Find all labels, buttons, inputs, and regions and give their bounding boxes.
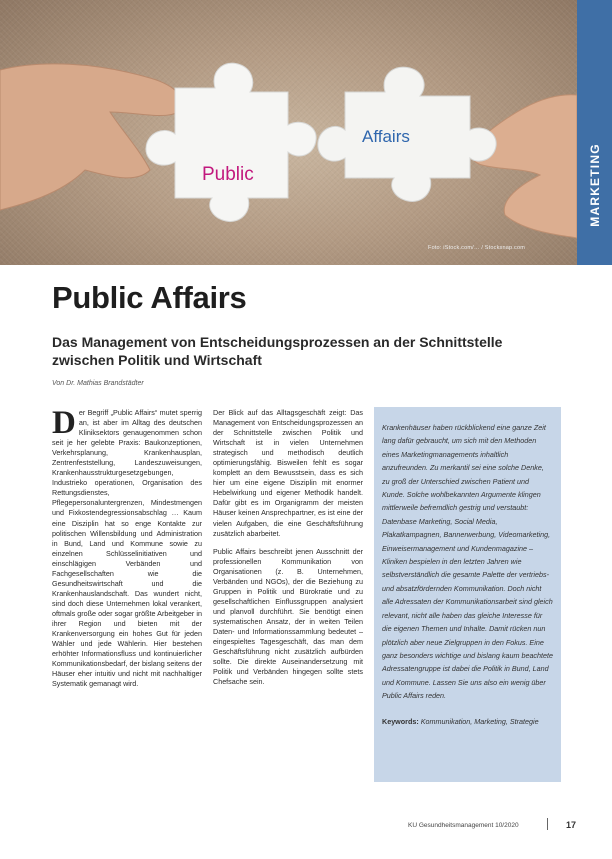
abstract-box xyxy=(374,407,561,782)
body-paragraph: Public Affairs beschreibt jenen Ausschnitt der professionellen Kommunikation von Organisationen (z. B. Unternehmen, Verbänden und NGOs), der die Beziehung zu Gruppen in Politik und Bürokratie und zu gesellschaftlichen Einflussgruppen analysiert und planvoll durchführt. Sie benötigt einen systematischen Ansatz, der in weiten Teilen Daten- und Informationssammlung bedeutet – eingespieltes Tagesgeschäft, das man dem Geschäftsführung nicht zusätzlich aufbürden sollte. Die direkte Auseinandersetzung mit Politik und Verbänden hingegen sollte stets Chefsache sein. xyxy=(213,546,363,687)
keywords xyxy=(382,715,553,728)
drop-cap: D xyxy=(52,405,76,441)
body-text: er Begriff „Public Affairs“ mutet sperrig an, ist aber im Alltag des deutschen Kliniksektors genaugenommen schon seit je her gelebte Praxis: Baukonzeptionen, Verkehrsplanung, Krankenhausplan, Zentrenfeststellung, Landeszuweisungen, Krankenhausstrukturgesetzgebungen, Industrieko operationen, Organisation des Rettungsdienstes, Pflegepersonaluntergrenzen, Mindestmengen und Fixkostendegressionsabschlag … Kaum eine Disziplin hat so enge Kontakte zur politischen Willensbildung und Administration in Bund, Land und Kommune sowie zu einzelnen Schlüsselinitiativen und einschlägigen Verbänden und Fachgesellschaften wie die Gesundheitswirtschaft und die Krankenhauslandschaft. Das wundert nicht, sind doch diese Unternehmen lokal verankert, oftmals große oder sogar größte Arbeitgeber in ihrer Region und bieten mit der Krankenversorgung ein hohes Gut für jeden Wähler und jede Wählerin. Hier bestehen erhöhter Informationsfluss und kontinuierlicher Kommunikationsbedarf, der bislang seitens der Häuser eher intuitiv und nicht mit nachhaltiger Systematik gemanagt wird. xyxy=(52,408,202,689)
puzzle-illustration xyxy=(0,0,577,265)
puzzle-label-public: Public xyxy=(202,164,254,185)
body-paragraph xyxy=(52,405,202,689)
keywords-label: Keywords: xyxy=(382,716,419,726)
section-label: MARKETING xyxy=(587,143,602,227)
article-author: Von Dr. Mathias Brandstädter xyxy=(52,380,144,387)
page-number: 17 xyxy=(566,820,577,830)
body-column-2 xyxy=(213,408,363,695)
body-paragraph: Der Blick auf das Alltagsgeschäft zeigt: Das Management von Entscheidungsprozessen an der Schnittstelle zwischen Politik und Wirtschaft ist in vielen Unternehmen strategisch und methodisch deutlich optimierungsfähig. Bisweilen fehlt es sogar komplett an dem Bewusstsein, dass es sich hier um eine eigene Disziplin mit enormer Hebelwirkung und eigener Methodik handelt. Dafür gibt es im Organigramm der meisten Häuser keinen Ansprechpartner, es ist eine der vielen Aufgaben, die eine Geschäftsführung zusätzlich abarbeitet. xyxy=(213,408,363,538)
photo-credit: Foto: iStock.com/… / Stocksnap.com xyxy=(428,245,525,251)
right-hand xyxy=(472,95,577,238)
body-column-1 xyxy=(52,405,202,697)
article-subtitle: Das Management von Entscheidungsprozessen an der Schnittstelle zwischen Politik und Wirtschaft xyxy=(52,334,503,368)
abstract-text: Krankenhäuser haben rückblickend eine ganze Zeit lang dafür gebraucht, um sich mit den Methoden eines Marketingmanagements inhaltlich anzufreunden. Zu merkantil sei eine solche Denke, zu groß der Unterschied zwischen Patient und Kunde. Solche wohlbekannten Argumente klingen mittlerweile befremdlich gestrig und verstaubt: Datenbase Marketing, Social Media, Plakatkampagnen, Bannerwerbung, Videomarketing, Einweisermanagement und Kundenmagazine – Kliniken bespielen in den letzten Jahren wie selbstverständlich die gesamte Palette der vertriebs- und absatzfördernden Kommunikation. Doch nicht alle Adressaten der Kommunikationsarbeit sind gleich relevant, nicht alle haben das gleiche Interesse für die eigenen Themen und Inhalte. Damit rücken nun plötzlich aber neue Zielgruppen in den Fokus. Eine ganz besonders wichtige und bislang kaum beachtete Adressatengruppe ist dabei die Politik in Bund, Land und Kommune. Lassen Sie uns also ein wenig über Public Affairs reden. xyxy=(382,423,554,701)
hero-photo xyxy=(0,0,577,265)
journal-name: KU Gesundheitsmanagement 10/2020 xyxy=(408,822,519,829)
puzzle-label-affairs: Affairs xyxy=(362,127,410,146)
keywords-list: Kommunikation, Marketing, Strategie xyxy=(418,716,539,726)
section-tab xyxy=(577,0,612,265)
footer-divider xyxy=(547,818,548,830)
article-title: Public Affairs xyxy=(52,280,247,315)
